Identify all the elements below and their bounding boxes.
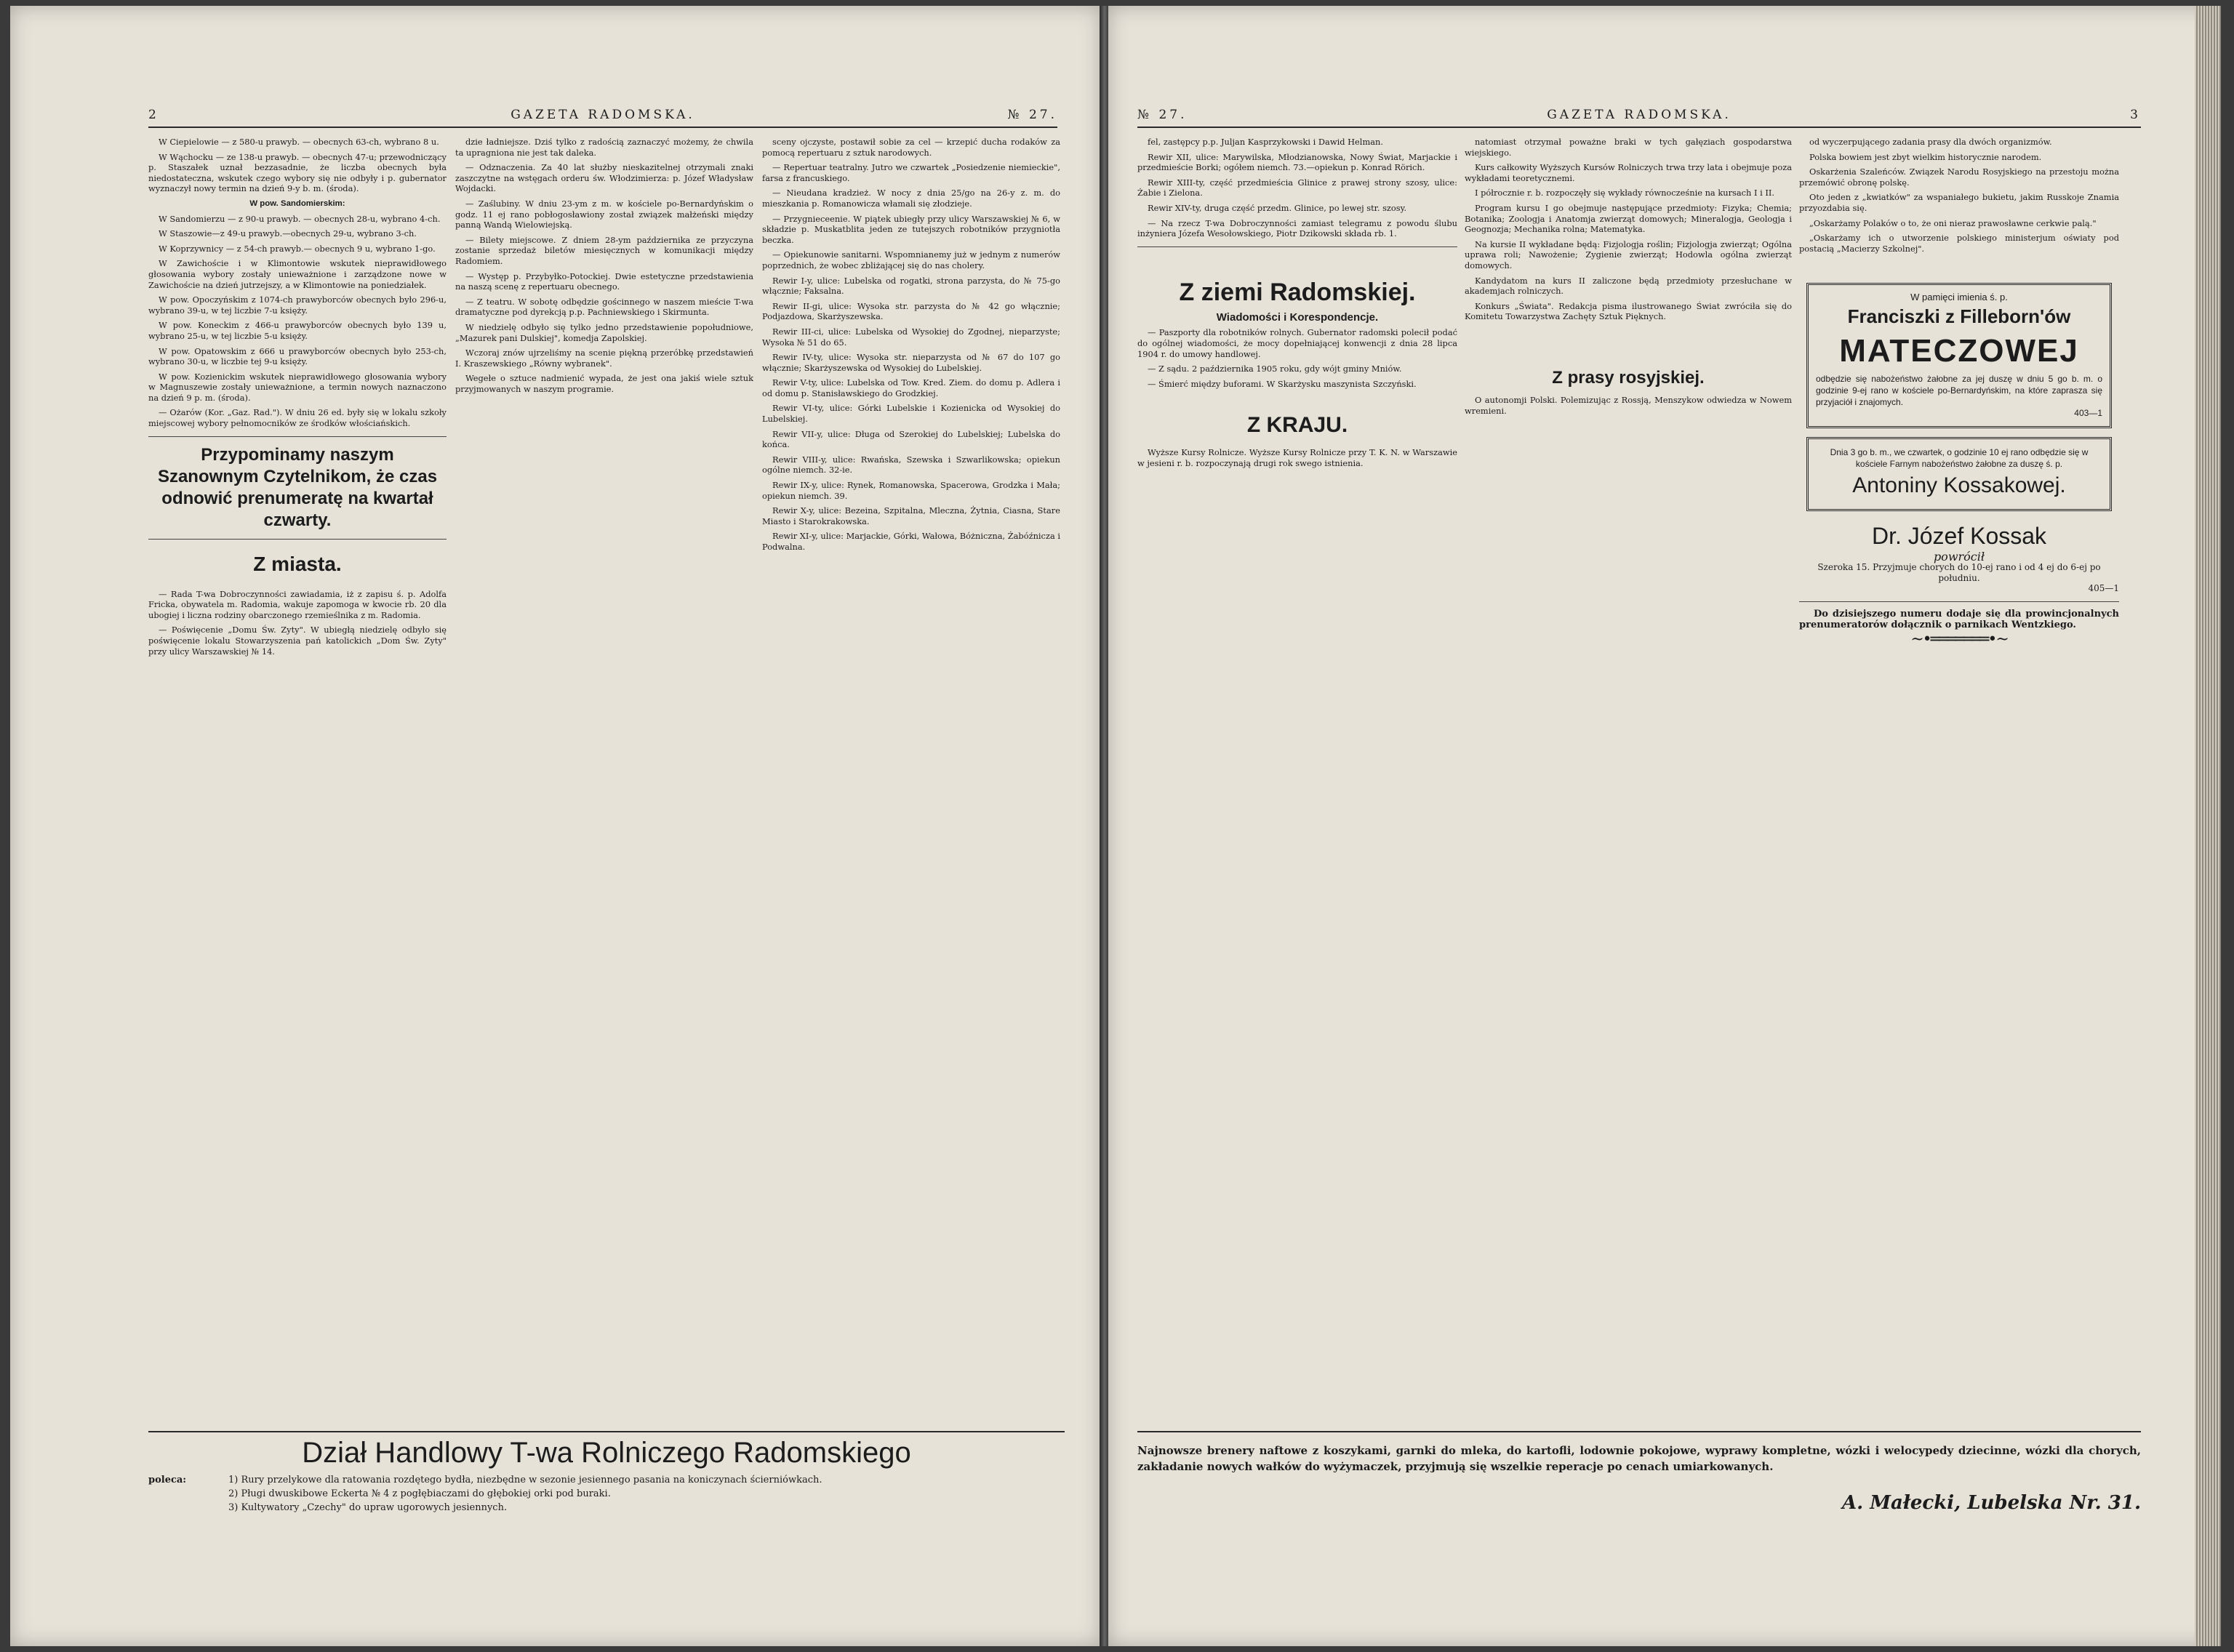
article-paragraph: sceny ojczyste, postawił sobie za cel — krzepić ducha rodaków za pomocą repertuaru z sztuk narodowych.: [762, 137, 1060, 158]
obituary-text: odbędzie się nabożeństwo żałobne za jej duszę w dniu 5 go b. m. o godzinie 9-ej rano w kościele po-Bernardyńskim, na które zaprasza się przyjaciół i znajomych.: [1816, 373, 2102, 407]
ad-signature: A. Małecki, Lubelska Nr. 31.: [1841, 1492, 2141, 1514]
ad-item: 2) Pługi dwuskibowe Eckerta № 4 z pogłębiaczami do głębokiej orki pod buraki.: [228, 1488, 611, 1499]
article-paragraph: — Z sądu. 2 października 1905 roku, gdy wójt gminy Mniów.: [1148, 364, 1402, 374]
article-paragraph: Konkurs „Świata". Redakcja pisma ilustrowanego Świat zwróciła się do Komitetu Towarzystwa Zachęty Sztuk Pięknych.: [1465, 300, 1792, 322]
right-column-2: [1465, 137, 1792, 1416]
article-paragraph: Kandydatom na kurs II zaliczone będą przedmioty przesłuchane w akademjach rolniczych.: [1465, 275, 1792, 297]
doctor-status: powrócił: [1933, 549, 1985, 564]
article-paragraph: — Ożarów (Kor. „Gaz. Rad."). W dniu 26 ed. były się w lokalu szkoły miejscowej wybory pełnomocników ze środków włościańskich.: [148, 407, 447, 429]
obituary-surname: MATECZOWEJ: [1839, 332, 2079, 369]
obituary-mateczowa: [1806, 283, 2112, 428]
section-subheading: W pow. Sandomierskim:: [249, 199, 345, 208]
ad-lead: poleca:: [148, 1475, 187, 1485]
left-running-head: [148, 105, 1057, 128]
right-bottom-advertisement: [1137, 1431, 2141, 1600]
obituary-name: Franciszki z Filleborn'ów: [1847, 305, 2071, 327]
article-paragraph: Rewir XIV-ty, druga część przedm. Glinice, po lewej str. szosy.: [1148, 202, 1407, 213]
subscription-reminder: Przypominamy naszym Szanownym Czytelnikom, że czas odnowić prenumeratę na kwartał czwarty.: [157, 444, 438, 530]
section-heading-z-ziemi: Z ziemi Radomskiej.: [1179, 278, 1416, 306]
right-masthead: GAZETA RADOMSKA.: [1547, 108, 1731, 122]
section-heading-z-miasta: Z miasta.: [253, 552, 342, 575]
newspaper-spread: [10, 6, 2221, 1646]
article-paragraph: od wyczerpującego zadania prasy dla dwóch organizmów.: [1809, 137, 2052, 147]
article-paragraph: I półrocznie r. b. rozpoczęły się wykłady równocześnie na kursach I i II.: [1475, 188, 1775, 199]
article-paragraph: Rewir XIII-ty, część przedmieścia Glinice z prawej strony szosy, ulice: Żabie i Zielona.: [1137, 177, 1457, 199]
article-paragraph: — Występ p. Przybyłko-Potockiej. Dwie estetyczne przedstawienia na naszą scenę z repertuaru obecnego.: [455, 270, 753, 292]
article-paragraph: dzie ładniejsze. Dziś tylko z radością zaznaczyć możemy, że chwila ta upragniona nie jest tak daleka.: [455, 137, 753, 158]
article-paragraph: Rewir IX-y, ulice: Rynek, Romanowska, Spacerowa, Grodzka i Mała; opiekun niemch. 39.: [762, 480, 1060, 501]
article-paragraph: W Staszowie—z 49-u prawyb.—obecnych 29-u, wybrano 3-ch.: [159, 228, 417, 239]
left-issue-number: № 27.: [1007, 108, 1057, 122]
article-paragraph: Wczoraj znów ujrzeliśmy na scenie piękną przeróbkę przedstawień I. Kraszewskiego „Równy wybranek".: [455, 348, 753, 369]
article-paragraph: Program kursu I go obejmuje następujące przedmioty: Fizyka; Chemia; Botanika; Zoologja i Anatomja zwierząt domowych; Mineralogja, Geologja i Geognozja; Mechanika rolna; Matematyka.: [1465, 202, 1792, 235]
article-paragraph: natomiast otrzymał poważne braki w tych gałęziach gospodarstwa wiejskiego.: [1465, 137, 1792, 158]
ad-text: Najnowsze brenery naftowe z koszykami, garnki do mleka, do kartofli, lodownie pokojowe, wyprawy kompletne, wózki i welocypedy dziecinne, wózki dla chorych, zakładanie nowych wałków do wyżymaczek, przyjmują się wszelkie reperacje po cenach umiarkowanych.: [1137, 1444, 2141, 1473]
article-paragraph: Rewir III-ci, ulice: Lubelska od Wysokiej do Zgodnej, nieparzyste; Wysoka № 51 do 65.: [762, 326, 1060, 348]
article-paragraph: — Nieudana kradzież. W nocy z dnia 25/go na 26-y z. m. do mieszkania p. Romanowicza włamali się złodzieje.: [762, 188, 1060, 209]
left-column-2: [455, 137, 753, 1416]
article-paragraph: W pow. Opoczyńskim z 1074-ch prawyborców obecnych było 296-u, wybrano 39-u, w tej liczbie 7-u księży.: [148, 294, 447, 316]
article-paragraph: — Przygnieceenie. W piątek ubiegły przy ulicy Warszawskiej № 6, w składzie p. Muskatblita jeden ze tutejszych robotników przygniotła beczka.: [762, 213, 1060, 245]
right-page-number: 3: [2130, 108, 2141, 122]
article-paragraph: W niedzielę odbyło się tylko jedno przedstawienie popołudniowe, „Mazurek pani Dulskiej", komedja Zapolskiej.: [455, 321, 753, 343]
obituary-kossakowa: [1806, 437, 2112, 511]
article-paragraph: W Zawichoście i w Klimontowie wskutek nieprawidłowego głosowania wybory zostały unieważnione i zarządzone nowe w Zawichoście na dzień jutrzejszy, a w Klimontowie na poniedziałek.: [148, 258, 447, 290]
article-paragraph: — Śmierć między buforami. W Skarżysku maszynista Szczyński.: [1148, 378, 1417, 389]
article-paragraph: „Oskarżamy ich o utworzenie polskiego ministerjum oświaty pod postacią „Macierzy Szkolnej".: [1799, 233, 2119, 254]
ad-ref-number: 405—1: [2088, 583, 2119, 594]
left-bottom-advertisement: [148, 1431, 1065, 1600]
right-column-3: [1799, 137, 2119, 1416]
article-paragraph: — Rada T-wa Dobroczynności zawiadamia, iż z zapisu ś. p. Adolfa Fricka, obywatela m. Radomia, wakuje zapomoga w kwocie rb. 20 dla ubogiej i liczna rodziny obarczonego rzemieślnika z m. Radomia.: [148, 588, 447, 620]
supplement-notice: Do dzisiejszego numeru dodaje się dla prowincjonalnych prenumeratorów dołącznik o parnikach Wentzkiego.: [1799, 608, 2119, 630]
section-subheading: Wiadomości i Korespondencje.: [1216, 310, 1379, 324]
article-paragraph: O autonomji Polski. Polemizując z Rossją, Menszykow odwiedza w Nowem wremieni.: [1465, 394, 1792, 416]
article-paragraph: Rewir X-y, ulice: Bezeina, Szpitalna, Mleczna, Żytnia, Ciasna, Stare Miasto i Starokrakowska.: [762, 505, 1060, 526]
article-paragraph: Rewir XII, ulice: Marywilska, Młodzianowska, Nowy Świat, Marjackie i przedmieście Borki; ogółem niemch. 73.—opiekun p. Konrad Rörich.: [1137, 151, 1457, 173]
article-paragraph: — Zaślubiny. W dniu 23-ym z m. w kościele po-Bernardyńskim o godz. 11 ej rano pobłogosławiony został związek małżeński między panną Wandą Wielowiejską.: [455, 198, 753, 230]
ad-ref-number: 403—1: [2074, 407, 2102, 418]
article-paragraph: „Oskarżamy Polaków o to, że oni nieraz prawosławne cerkwie palą.": [1809, 217, 2097, 228]
article-paragraph: Wegełe o sztuce nadmienić wypada, że jest ona jakiś wiele sztuk przyjmowanych w naszym programie.: [455, 373, 753, 394]
section-heading-prasa-rosyjska: Z prasy rosyjskiej.: [1552, 367, 1705, 388]
obituary-name: Antoniny Kossakowej.: [1852, 473, 2066, 497]
article-paragraph: Rewir II-gi, ulice: Wysoka str. parzysta do № 42 go włącznie; Podjazdowa, Skarżyszewska.: [762, 300, 1060, 322]
article-paragraph: Rewir V-ty, ulice: Lubelska od Tow. Kred. Ziem. do domu p. Adlera i od domu p. Stanisławskiego do Grodzkiej.: [762, 377, 1060, 398]
right-page: [1108, 6, 2221, 1646]
doctor-notice: [1799, 520, 2119, 594]
article-paragraph: Rewir I-y, ulice: Lubelska od rogatki, strona parzysta, do № 75-go włącznie; Faksalna.: [762, 275, 1060, 297]
right-running-head: [1137, 105, 2141, 128]
article-paragraph: — Na rzecz T-wa Dobroczynności zamiast telegramu z powodu ślubu inżyniera Józefa Wesołowskiego, Piotr Dzikowski składa rb. 1.: [1137, 217, 1457, 239]
doctor-name: Dr. Józef Kossak: [1871, 522, 2047, 549]
left-masthead: GAZETA RADOMSKA.: [511, 108, 695, 122]
ornament-divider: ~•═══════•~: [1910, 630, 2008, 649]
article-paragraph: Rewir VI-ty, ulice: Górki Lubelskie i Kozienicka od Wysokiej do Lubelskiej.: [762, 403, 1060, 425]
article-paragraph: W pow. Kozienickim wskutek nieprawidłowego głosowania wybory w Magnuszewie zostały unieważnione, a termin nowych naznaczono na dzień 9 p. m. (środa).: [148, 371, 447, 403]
article-paragraph: Kurs całkowity Wyższych Kursów Rolniczych trwa trzy lata i obejmuje poza wykładami teoretycznemi.: [1465, 162, 1792, 183]
article-paragraph: W Sandomierzu — z 90-u prawyb. — obecnych 28-u, wybrano 4-ch.: [159, 213, 441, 224]
article-paragraph: Rewir VIII-y, ulice: Rwańska, Szewska i Szwarlikowska; opiekun ogólne niemch. 32-ie.: [762, 454, 1060, 476]
article-paragraph: — Repertuar teatralny. Jutro we czwartek „Posiedzenie niemieckie", farsa z francuskiego.: [762, 162, 1060, 183]
article-paragraph: Wyższe Kursy Rolnicze. Wyższe Kursy Rolnicze przy T. K. N. w Warszawie w jesieni r. b. rozpoczynają drugi rok swego istnienia.: [1137, 447, 1457, 468]
article-paragraph: Na kursie II wykładane będą: Fizjologja roślin; Fizjologja zwierząt; Ogólna uprawa roli; Nawożenie; Zygienie zwierząt; Hodowla ogólna zwierząt domowych.: [1465, 238, 1792, 270]
article-paragraph: Polska bowiem jest zbyt wielkim historycznie narodem.: [1809, 151, 2042, 162]
ad-title: Dział Handlowy T-wa Rolniczego Radomskiego: [302, 1437, 911, 1469]
article-paragraph: Oskarżenia Szaleńców. Związek Narodu Rosyjskiego na przestoju można przemówić obronę polskę.: [1799, 167, 2119, 188]
section-heading-z-kraju: Z KRAJU.: [1246, 413, 1348, 438]
article-paragraph: W Wąchocku — ze 138-u prawyb. — obecnych 47-u; przewodniczący p. Staszałek uznał bezzasadnie, że liczba obecnych była niedostateczna, wskutek czego wybory się nie odbyły i p. gubernator wyznaczył nowy termin na dzień 9-y b. m. (środa).: [148, 151, 447, 194]
obituary-lead: W pamięci imienia ś. p.: [1910, 292, 2008, 303]
left-page: [10, 6, 1101, 1646]
article-paragraph: — Opiekunowie sanitarni. Wspomnianemy już w jednym z numerów poprzednich, że wobec zbliżającej się do nas cholery.: [762, 249, 1060, 270]
article-paragraph: — Z teatru. W sobotę odbędzie gościnnego w naszem mieście T-wa dramatyczne pod dyrekcją p.p. Pachniewskiego i Skirmunta.: [455, 296, 753, 318]
left-page-number: 2: [148, 108, 159, 122]
right-issue-number: № 27.: [1137, 108, 1188, 122]
article-paragraph: W Koprzywnicy — z 54-ch prawyb.— obecnych 9 u, wybrano 1-go.: [159, 243, 436, 254]
article-paragraph: W Ciepielowie — z 580-u prawyb. — obecnych 63-ch, wybrano 8 u.: [159, 137, 439, 147]
ad-item: 1) Rury przelykowe dla ratowania rozdętego bydła, niezbędne w sezonie jesiennego pasania na koniczynach ścierniówkach.: [228, 1475, 822, 1485]
obituary-text: Dnia 3 go b. m., we czwartek, o godzinie 10 ej rano odbędzie się w kościele Farnym nabożeństwo żałobne za duszę ś. p.: [1830, 446, 2089, 469]
article-paragraph: Oto jeden z „kwiatków" za wspaniałego bukietu, jakim Russkoje Znamia przyozdabia się.: [1799, 192, 2119, 213]
article-paragraph: — Paszporty dla robotników rolnych. Gubernator radomski polecił podać do ogólnej wiadomości, że mocy dopełniającej konwencji z dnia 28 lipca 1904 r. do umowy handlowej.: [1137, 327, 1457, 359]
article-paragraph: Rewir IV-ty, ulice: Wysoka str. nieparzysta od № 67 do 107 go włącznie; Skarżyszewska od Wysokiej do Lubelskiej.: [762, 352, 1060, 373]
right-column-1: [1137, 137, 1457, 1416]
left-column-1: [148, 137, 447, 1416]
article-paragraph: fel, zastępcy p.p. Juljan Kasprzykowski i Dawid Helman.: [1148, 137, 1383, 147]
page-edge: [2195, 6, 2221, 1646]
article-paragraph: Rewir VII-y, ulice: Długa od Szerokiej do Lubelskiej; Lubelska do końca.: [762, 428, 1060, 450]
article-paragraph: W pow. Opatowskim z 666 u prawyborców obecnych było 253-ch, wybrano 30-u, w liczbie tej 9-u księży.: [148, 345, 447, 367]
article-paragraph: — Poświęcenie „Domu Św. Zyty". W ubiegłą niedzielę odbyło się poświęcenie lokalu Stowarzyszenia pań katolickich „Dom Św. Zyty" przy ulicy Warszawskiej № 14.: [148, 625, 447, 657]
doctor-hours: Szeroka 15. Przyjmuje chorych do 10-ej rano i od 4 ej do 6-ej po południu.: [1817, 562, 2101, 583]
article-paragraph: W pow. Koneckim z 466-u prawyborców obecnych było 139 u, wybrano 25-u, w tej liczbie 5-u księży.: [148, 320, 447, 341]
left-column-3: [762, 137, 1060, 1416]
article-paragraph: Rewir XI-y, ulice: Marjackie, Górki, Wałowa, Bóżniczna, Żabóźnicza i Podwalna.: [762, 531, 1060, 552]
article-paragraph: — Bilety miejscowe. Z dniem 28-ym października ze przyczyna zostanie sprzedaż biletów miesięcznych w komunikacji między Radomiem.: [455, 234, 753, 266]
ad-item: 3) Kultywatory „Czechy" do upraw ugorowych jesiennych.: [228, 1502, 508, 1513]
article-paragraph: — Odznaczenia. Za 40 lat służby nieskazitelnej otrzymali znaki zaszczytne na wstęgach orderu św. Włodzimierza: p. Józef Władysław Wojdacki.: [455, 162, 753, 194]
